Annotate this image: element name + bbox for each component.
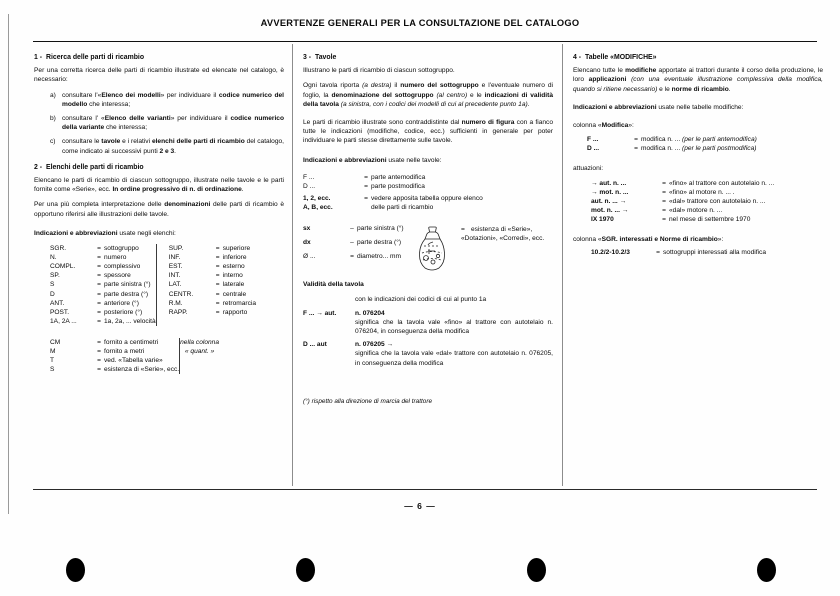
attuazione-value: «dal» motore n. ... (669, 206, 723, 214)
abbrev-heading (303, 156, 553, 165)
abbrev-equals: = (97, 308, 101, 316)
abbrev-value: superiore (222, 245, 251, 253)
column-1 (34, 53, 284, 374)
quantity-abbreviations-table (50, 338, 219, 374)
footnote: (°) rispetto alla direzione di marcia del trattore (303, 397, 433, 405)
sgr-table (591, 248, 766, 257)
abbrev-key: SUP. (168, 245, 184, 253)
section-3-para-2 (303, 81, 553, 109)
modifica-value-italic: (per le parti antemodifica) (682, 136, 757, 144)
abbrev-heading-rest: usate nelle tavole: (386, 156, 442, 164)
abbrev-equals: = (97, 317, 101, 325)
page-number: — 6 — (404, 501, 436, 511)
quant-value: fornito a centimetri (104, 338, 159, 346)
section-3-number: 3 - (303, 54, 312, 61)
page-title: AVVERTENZE GENERALI PER LA CONSULTAZIONE DEL CATALOGO (260, 18, 580, 28)
abbrev-heading (34, 229, 284, 238)
abbrev-gap (157, 244, 169, 326)
abbrev-value: 1a, 2a, ... velocità (104, 317, 156, 325)
para-italic: (a sinistra, con i codici dei modelli di cui al precedente punto 1a) (338, 100, 528, 108)
attuazione-key: IX 1970 (591, 215, 614, 223)
list-bold: codice numerico del modello (62, 91, 284, 108)
abbrev-equals: = (215, 308, 220, 316)
sgr-equals: = (656, 249, 660, 257)
attuazione-equals: = (662, 179, 666, 187)
table-row (50, 262, 256, 271)
attuazione-key: mot. n. ... → (591, 206, 629, 214)
abbrev-equals (361, 203, 371, 212)
parts-bag-icon (411, 225, 453, 273)
table-row (50, 280, 256, 289)
abbrev-equals: = (215, 254, 220, 262)
abbrev-value: spessore (104, 272, 131, 280)
abbrev-key: 1A, 2A ... (50, 317, 77, 325)
sxdx-equals: – (350, 225, 354, 233)
table-row (50, 244, 256, 253)
table-row (303, 203, 483, 212)
para-bold: denominazione del sottogruppo (331, 91, 434, 99)
table-row (591, 179, 774, 188)
list-bold: Elenco delle varianti (104, 115, 171, 123)
list-marker: c) (50, 138, 56, 146)
quant-equals: = (97, 338, 101, 346)
sxdx-key: dx (303, 239, 311, 247)
abbrev-key: 1, 2, ecc. (303, 195, 331, 203)
abbrev-value: posteriore (°) (104, 308, 143, 316)
attuazioni-label: attuazioni: (573, 165, 604, 173)
list-item (50, 91, 284, 109)
para-italic: (a destra) (362, 82, 392, 90)
abbrev-value: parte postmodifica (371, 182, 425, 190)
sxdx-key: sx (303, 225, 311, 233)
list-text: e i relativi (120, 138, 152, 146)
abbrev-key: ANT. (50, 299, 65, 307)
list-text: consultare l' « (62, 115, 105, 123)
abbrev-value: parte destra (°) (104, 290, 149, 298)
abbrev-value: rapporto (222, 308, 248, 316)
abbrev-equals: = (97, 245, 101, 253)
quant-value: esistenza di «Serie», ecc. (104, 366, 180, 374)
section-1-intro: Per una corretta ricerca delle parti di ricambio illustrate ed elencate nel catalogo, è necessario: (34, 67, 284, 84)
sxdx-value: parte sinistra (°) (357, 225, 404, 233)
abbrev-equals: = (215, 245, 220, 253)
para-bold: In ordine progressivo di n. di ordinazione (112, 186, 242, 194)
list-marker: a) (50, 91, 56, 99)
modifica-value-italic: (per le parti postmodifica) (682, 145, 757, 153)
list-text: » per individuare il (160, 91, 219, 99)
table-row (591, 206, 774, 215)
abbrev-key: S (50, 281, 55, 289)
column-divider-1 (292, 44, 293, 486)
quant-key: M (50, 347, 56, 355)
abbrev-equals: = (215, 290, 220, 298)
abbrev-value: numero (104, 254, 127, 262)
label-bold: Modifica (601, 122, 629, 130)
table-row (587, 135, 757, 144)
list-item (50, 137, 284, 155)
sxdx-value: diametro... mm (357, 253, 401, 261)
registration-dot (527, 558, 546, 582)
modifica-equals: = (634, 136, 638, 144)
abbrev-key: A, B, ecc. (303, 204, 333, 212)
para-text: . (527, 100, 530, 108)
table-row (303, 252, 404, 261)
para-bold: denominazioni (164, 201, 211, 209)
validity-value (355, 309, 553, 341)
quant-key: CM (50, 338, 61, 346)
abbrev-equals: = (215, 263, 220, 271)
para-text: e le (467, 91, 485, 99)
header-divider (33, 41, 817, 42)
section-1-number: 1 - (34, 54, 43, 61)
abbrev-key: EST. (168, 263, 183, 271)
label-text: colonna « (573, 236, 602, 244)
quant-note (180, 338, 219, 374)
list-bold: codice numerico della variante (62, 115, 284, 132)
section-4-para-2 (573, 103, 823, 112)
table-row (303, 191, 483, 203)
para-text: e l'eventuale numero di foglio, la (303, 82, 553, 99)
abbrev-value: parte antemodifica (371, 173, 426, 181)
list-bold: elenchi delle parti di ricambio (151, 138, 245, 146)
table-row (303, 238, 404, 252)
abbrev-equals: = (215, 281, 220, 289)
sx-dx-table (303, 224, 404, 261)
abbrev-equals: = (364, 182, 368, 190)
table-row (303, 295, 553, 308)
quant-value: fornito a metri (104, 347, 145, 355)
validity-table (303, 295, 553, 371)
footer-divider (33, 489, 817, 490)
para-bold: indicazioni di validità della tavola (303, 91, 553, 108)
abbrev-equals: = (97, 263, 101, 271)
abbrev-equals: = (97, 254, 101, 262)
list-text: che interessa; (87, 100, 131, 108)
list-text: del catalogo, come indicato ai successivi punti (62, 138, 285, 155)
binding-edge-line (8, 14, 9, 514)
list-text: . (174, 147, 177, 155)
section-4-heading (573, 53, 823, 62)
quant-equals: = (97, 347, 101, 355)
table-row (303, 309, 553, 341)
validity-intro: con le indicazioni dei codici di cui al punto 1a (355, 296, 487, 304)
registration-dot (66, 558, 85, 582)
sgr-value: sottogruppi interessati alla modifica (663, 249, 766, 257)
attuazione-value: «dal» trattore con autotelaio n. ... (669, 197, 766, 205)
table-row (591, 197, 774, 206)
registration-dot (757, 558, 776, 582)
abbrev-value: esterno (222, 263, 245, 271)
list-bold: tavole (101, 138, 121, 146)
sxdx-key: Ø ... (303, 253, 316, 261)
validity-key: D ... aut (303, 341, 327, 349)
abbrev-key: SP. (50, 272, 60, 280)
abbrev-value: sottogruppo (104, 245, 139, 253)
validity-value (355, 340, 553, 372)
sgr-key: 10.2/2-10.2/3 (591, 249, 630, 257)
abbrev-value: delle parti di ricambio (371, 204, 434, 212)
abbrev-value: vedere apposita tabella oppure elenco (371, 195, 483, 203)
abbrev-equals: = (364, 173, 368, 181)
modifica-key: D ... (587, 145, 600, 153)
validity-value-bold: n. 076204 (355, 309, 385, 317)
list-text: » per individuare il (170, 115, 231, 123)
modifica-table (587, 135, 757, 153)
para-text: e le (657, 85, 672, 93)
attuazione-value: «fino» al motore n. ... . (669, 188, 735, 196)
abbrev-value: complessivo (104, 263, 141, 271)
section-1-heading (34, 53, 284, 62)
attuazione-equals: = (662, 206, 666, 214)
section-2-para-1 (34, 176, 284, 194)
section-3-para-1: Illustrano le parti di ricambio di ciascun sottogruppo. (303, 67, 455, 75)
para-text: delle parti di ricambio è opportuno riferirsi alle illustrazioni delle tavole. (34, 201, 284, 218)
column-2 (303, 53, 553, 412)
modifica-value-text: modifica n. ... (641, 145, 683, 153)
para-bold: Indicazioni e abbreviazioni (573, 103, 657, 111)
abbrev-equals: = (364, 195, 368, 203)
abbrev-equals: = (97, 281, 101, 289)
abbrev-empty (213, 317, 223, 326)
table-row (587, 144, 757, 153)
abbrev-value: parte sinistra (°) (104, 281, 151, 289)
list-bold: 2 e 3 (159, 147, 175, 155)
para-text: Per una più completa interpretazione delle (34, 201, 165, 209)
para-text: Elencano le parti di ricambio di ciascun sottogruppo, illustrate nelle tavole e le parti fornite come «Serie», ecc. (34, 177, 284, 194)
validity-key: F ... → aut. (303, 309, 337, 317)
section-4-para-1 (573, 66, 823, 94)
abbrev-equals: = (97, 299, 101, 307)
abbrev-key: INF. (168, 254, 181, 262)
label-text: »: (628, 122, 634, 130)
abbrev-equals: = (97, 290, 101, 298)
attuazione-equals: = (662, 215, 666, 223)
column-3 (573, 53, 823, 257)
validity-value-text: significa che la tavola vale «dal» trattore con autotelaio n. 076205, in conseguenza della modifica (355, 350, 553, 367)
attuazione-equals: = (662, 197, 666, 205)
abbrev-key: COMPL. (50, 263, 76, 271)
para-italic: (con una eventuale illustrazione complessiva della modifica, quando si ritiene necessario) (573, 76, 823, 93)
quant-equals: = (97, 366, 101, 374)
abbrev-value: retromarcia (222, 299, 257, 307)
tavole-abbreviations-table (303, 173, 483, 212)
section-4-number: 4 - (573, 54, 582, 61)
abbrev-value: anteriore (°) (104, 299, 139, 307)
para-text: Ogni tavola riporta (303, 82, 363, 90)
abbrev-empty (169, 317, 213, 326)
abbrev-value: interno (222, 272, 243, 280)
table-row (50, 253, 256, 262)
list-text: consultare l'« (62, 91, 102, 99)
validity-value-text: significa che la tavola vale «fino» al trattore con autotelaio n. 076204, in conseguenza della modifica (355, 318, 553, 336)
parts-bag-illustration (411, 225, 453, 273)
validity-heading: Validità della tavola (303, 281, 364, 289)
section-3-title: Tavole (315, 54, 337, 61)
label-text: »: (717, 236, 724, 244)
sxdx-value: parte destra (°) (357, 239, 402, 247)
section-2-number: 2 - (34, 163, 43, 171)
list-text: che interessa; (104, 124, 148, 132)
table-row (591, 188, 774, 197)
table-row (303, 340, 553, 372)
quant-key: S (50, 366, 55, 374)
abbrev-key: R.M. (168, 299, 183, 307)
abbrev-key: N. (50, 254, 57, 262)
para-bold: modifiche (625, 67, 657, 75)
section-2-heading (34, 163, 284, 172)
abbrev-equals: = (215, 299, 220, 307)
attuazione-key: → mot. n. ... (591, 188, 629, 196)
abbreviations-table (50, 244, 256, 326)
section-2-para-2 (34, 200, 284, 218)
modifica-key: F ... (587, 136, 599, 144)
table-row (50, 299, 256, 308)
table-row (591, 248, 766, 257)
abbrev-heading-bold: Indicazioni e abbreviazioni (303, 156, 387, 164)
list-text: consultare le (62, 138, 102, 146)
abbrev-equals: = (215, 272, 220, 280)
attuazione-equals: = (662, 188, 666, 196)
table-row (591, 215, 774, 224)
bag-legend-text: esistenza di «Serie», «Dotazioni», «Corredi», ecc. (461, 226, 545, 243)
table-row (50, 271, 256, 280)
para-text: il (391, 82, 401, 90)
para-text: Le parti di ricambio illustrate sono contraddistinte dal (303, 119, 462, 127)
table-row (50, 290, 256, 299)
table-row (303, 224, 404, 238)
para-text: usate nelle tabelle modifiche: (656, 103, 744, 111)
table-row (50, 317, 256, 326)
abbrev-key: CENTR. (168, 290, 194, 298)
abbrev-value: inferiore (222, 254, 247, 262)
modifica-value (641, 144, 757, 153)
colonna-sgr-label (573, 235, 823, 244)
para-bold: numero di figura (461, 119, 515, 127)
para-italic: (al centro) (433, 91, 468, 99)
attuazione-value: «fino» al trattore con autotelaio n. ... (669, 179, 775, 187)
para-text: . (728, 85, 731, 93)
quant-value: ved. «Tabella varie» (104, 357, 163, 365)
table-row (303, 182, 483, 191)
quant-note-line-2: « quant. » (184, 348, 215, 356)
section-3-heading (303, 53, 553, 62)
section-2-title: Elenchi delle parti di ricambio (46, 163, 144, 171)
abbrev-equals: = (97, 272, 101, 280)
colonna-modifica-label (573, 121, 823, 130)
section-3-para-3 (303, 118, 553, 146)
bag-legend-equals: = (461, 226, 465, 234)
abbrev-heading-rest: usate negli elenchi: (117, 229, 176, 237)
table-row (303, 173, 483, 182)
para-text: con a fianco tutte le indicazioni (modifiche, codice, ecc.) sufficienti in generale per poter individuare le parti stesse direttamente sulle tavole. (303, 119, 554, 145)
list-item (50, 114, 284, 132)
sx-dx-block (303, 224, 553, 276)
modifica-equals: = (634, 145, 638, 153)
sxdx-equals: – (350, 239, 354, 247)
abbrev-key: SGR. (50, 245, 67, 253)
quant-note-line-1: nella colonna (180, 338, 220, 346)
attuazione-value: nel mese di settembre 1970 (669, 215, 751, 223)
abbrev-key: RAPP. (168, 308, 188, 316)
para-bold: numero del sottogruppo (400, 82, 479, 90)
quant-key: T (50, 357, 55, 365)
registration-dot (296, 558, 315, 582)
validity-key-empty (303, 295, 355, 308)
abbrev-key: D ... (303, 182, 316, 190)
para-text: Elencano tutte le (573, 67, 626, 75)
label-text: colonna « (573, 122, 602, 130)
column-divider-2 (562, 44, 563, 486)
validity-value-bold: n. 076205 → (355, 341, 394, 349)
sxdx-equals: = (350, 253, 354, 261)
attuazione-key: aut. n. ... → (591, 197, 627, 205)
modifica-value (641, 135, 757, 144)
section-1-title: Ricerca delle parti di ricambio (46, 54, 145, 61)
attuazione-key: → aut. n. ... (591, 179, 627, 187)
attuazioni-table (591, 179, 774, 224)
abbrev-key: POST. (50, 308, 70, 316)
list-marker: b) (50, 115, 56, 123)
abbrev-key: INT. (168, 272, 181, 280)
bag-legend (461, 225, 557, 243)
abbrev-key: F ... (303, 173, 315, 181)
list-bold: Elenco dei modelli (101, 91, 161, 99)
abbrev-heading-bold: Indicazioni e abbreviazioni (34, 229, 118, 237)
label-bold: SGR. interessati e Norme di ricambio (601, 236, 718, 244)
abbrev-empty (223, 317, 256, 326)
modifica-value-text: modifica n. ... (641, 136, 683, 144)
table-row (50, 338, 219, 347)
quant-equals: = (97, 357, 101, 365)
para-bold: applicazioni (588, 76, 627, 84)
para-bold: norme di ricambio (671, 85, 729, 93)
section-4-title: Tabelle «MODIFICHE» (585, 54, 657, 61)
table-row (50, 308, 256, 317)
para-text: apportate ai trattori durante il corso della produzione, le loro (573, 67, 823, 84)
para-text: . (241, 186, 244, 194)
abbrev-value: centrale (222, 290, 247, 298)
abbrev-key: D (50, 290, 55, 298)
abbrev-key: LAT. (168, 281, 182, 289)
abbrev-value: laterale (222, 281, 245, 289)
